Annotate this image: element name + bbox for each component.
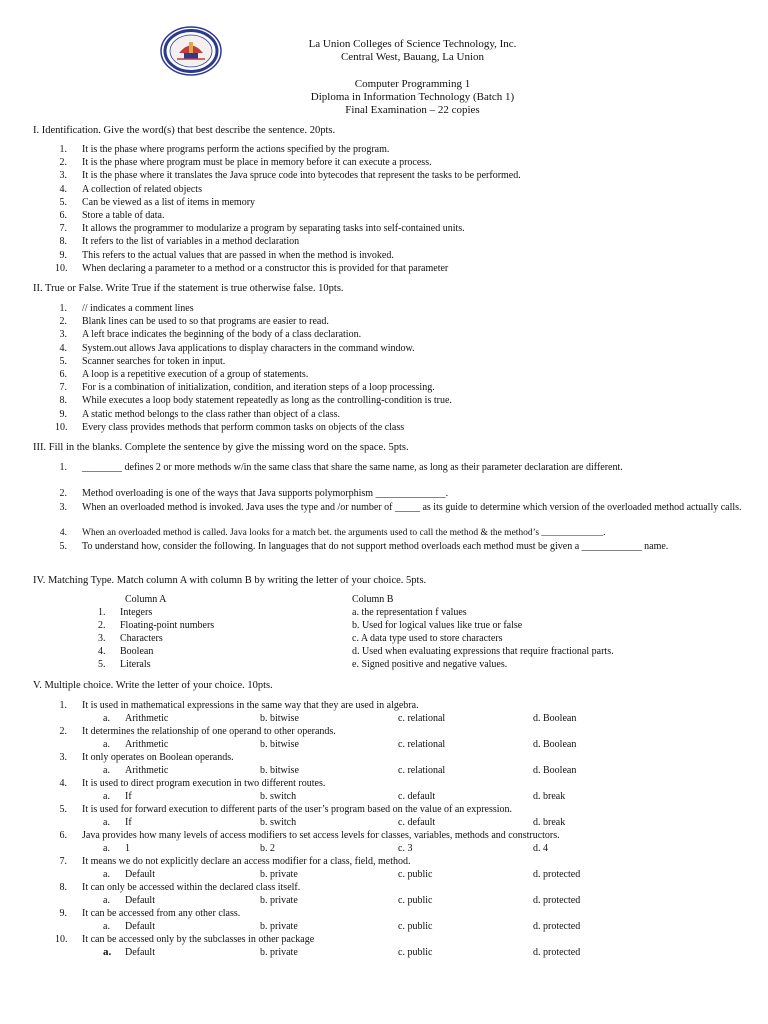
mc-question: 8. It can only be accessed within the declared class itself. [59,882,301,893]
list-item: 4. System.out allows Java applications to display characters in the command window. [59,342,415,354]
mc-option-d: d. protected [533,947,581,958]
mc-option-a: a. If [103,817,132,828]
list-item: d. Used when evaluating expressions that require fractional parts. [352,646,614,657]
mc-option-b: b. private [260,947,298,958]
column-a-header: Column A [125,594,167,605]
list-item: 1. // indicates a comment lines [59,303,194,314]
mc-option-a: a. Default [103,921,155,932]
mc-option-b: b. switch [260,817,297,828]
list-item: 5. To understand how, consider the following. In languages that do not support method overloads each method must be given a ____________ name. [59,541,669,553]
list-item: 4. A collection of related objects [59,183,202,195]
mc-option-a: a. Default [103,895,155,906]
mc-options [55,790,566,803]
mc-question: 2. It determines the relationship of one operand to other operands. [59,726,336,737]
mc-question: 6. Java provides how many levels of access modifiers to set access levels for classes, variables, methods and constructors. [59,830,560,841]
list-item: 9. This refers to the actual values that are passed in when the method is invoked. [59,249,394,261]
part5-list [55,699,581,959]
mc-option-d: d. 4 [533,843,548,854]
mc-option-b: b. private [260,869,298,880]
list-item: b. Used for logical values like true or false [352,620,523,631]
mc-option-a: a. If [103,791,132,802]
list-item: 5. Can be viewed as a list of items in memory [59,196,256,208]
school-address: Central West, Bauang, La Union [340,51,485,63]
list-item: 1. Integers [98,607,153,618]
mc-option-c: c. public [398,869,433,880]
column-a-list [98,606,214,671]
mc-options [55,712,577,725]
list-item: 4. When an overloaded method is called. Java looks for a match bet. the arguments used to call the method & the method’s _____________. [59,527,606,538]
mc-option-a: a. Default [103,946,155,958]
list-item: 3. A left brace indicates the beginning of the body of a class declaration. [59,329,362,341]
list-item: 1. It is the phase where programs perform the actions specified by the program. [59,144,390,155]
mc-option-c: c. default [398,817,436,828]
list-item: c. A data type used to store characters [352,633,503,644]
list-item: 7. It allows the programmer to modularize a program by separating tasks into self-contained units. [59,223,465,235]
mc-option-b: b. bitwise [260,713,299,724]
mc-question: 9. It can be accessed from any other class. [59,908,241,919]
mc-option-c: c. public [398,895,433,906]
list-item: 6. A loop is a repetitive execution of a group of statements. [59,368,309,380]
mc-option-b: b. private [260,895,298,906]
mc-options [55,764,577,777]
mc-question: 7. It means we do not explicitly declare an access modifier for a class, field, method. [59,856,411,867]
list-item: 5. Literals [98,659,151,670]
mc-option-d: d. Boolean [533,765,577,776]
part1-title: I. Identification. Give the word(s) that best describe the sentence. 20pts. [33,125,336,136]
mc-options [55,946,581,959]
column-b-header: Column B [352,594,394,605]
list-item: 5. Scanner searches for token in input. [59,355,226,367]
list-item: 3. Characters [98,633,163,644]
column-b-list [352,606,614,671]
part3-list [55,461,742,567]
list-item: 7. For is a combination of initialization, condition, and iteration steps of a loop processing. [59,382,435,394]
mc-option-c: c. public [398,947,433,958]
mc-options [55,868,581,881]
part1-list [55,143,521,275]
exam-title: Final Examination – 22 copies [345,104,480,116]
mc-question: 4. It is used to direct program execution in two different routes. [59,778,326,789]
mc-option-b: b. bitwise [260,765,299,776]
mc-options [55,738,577,751]
program-title: Diploma in Information Technology (Batch 1) [310,91,515,103]
list-item: 10. Every class provides methods that perform common tasks on objects of the class [55,421,405,433]
list-item: 2. Blank lines can be used to so that programs are easier to read. [59,316,329,328]
mc-question: 10. It can be accessed only by the subclasses in other package [55,934,315,945]
mc-options [55,842,560,855]
part4-title: IV. Matching Type. Match column A with column B by writing the letter of your choice. 5pts. [33,575,427,586]
list-item: e. Signed positive and negative values. [352,659,508,670]
mc-option-d: d. Boolean [533,713,577,724]
mc-option-a: a. Arithmetic [103,739,169,750]
list-item: 8. It refers to the list of variables in a method declaration [59,236,300,248]
mc-options [55,894,581,907]
list-item: 6. Store a table of data. [59,209,165,221]
part5-title: V. Multiple choice. Write the letter of your choice. 10pts. [33,680,273,691]
mc-option-c: c. relational [398,713,446,724]
mc-options [55,816,566,829]
mc-option-d: d. Boolean [533,739,577,750]
mc-option-a: a. Default [103,869,155,880]
mc-option-c: c. 3 [398,843,413,854]
mc-option-d: d. protected [533,895,581,906]
list-item: a. the representation f values [352,607,467,618]
mc-option-d: d. protected [533,921,581,932]
mc-option-b: b. private [260,921,298,932]
list-item: 8. While executes a loop body statement repeatedly as long as the controlling-condition is true. [59,395,452,407]
mc-question: 3. It only operates on Boolean operands. [59,752,234,763]
list-item: 3. When an overloaded method is invoked. Java uses the type and /or number of _____ as its guide to determine which version of the overloaded method actually calls. [59,501,742,513]
list-item: 2. Floating-point numbers [98,620,215,631]
list-item: 2. It is the phase where program must be place in memory before it can execute a process. [59,157,432,169]
list-item: 1. ________ defines 2 or more methods w/in the same class that share the same name, as long as their parameter declaration are different. [59,462,623,473]
mc-option-c: c. default [398,791,436,802]
mc-option-b: b. switch [260,791,297,802]
mc-option-c: c. public [398,921,433,932]
mc-option-b: b. 2 [260,843,275,854]
list-item: 4. Boolean [98,646,154,657]
mc-option-a: a. Arithmetic [103,765,169,776]
mc-option-a: a. 1 [103,843,130,854]
part2-list [55,302,452,434]
school-name: La Union Colleges of Science Technology, Inc. [308,38,517,50]
mc-option-c: c. relational [398,765,446,776]
part2-title: II. True or False. Write True if the statement is true otherwise false. 10pts. [33,283,344,294]
part3-title: III. Fill in the blanks. Complete the sentence by give the missing word on the space. 5pts. [33,442,409,453]
mc-option-d: d. break [533,791,566,802]
mc-question: 1. It is used in mathematical expressions in the same way that they are used in algebra. [59,700,419,711]
list-item: 3. It is the phase where it translates the Java spruce code into bytecodes that represent the tasks to be performed. [59,170,521,182]
mc-question: 5. It is used for forward execution to different parts of the user’s program based on the value of an expression. [59,804,513,815]
mc-option-c: c. relational [398,739,446,750]
list-item: 9. A static method belongs to the class rather than object of a class. [59,408,340,420]
course-title: Computer Programming 1 [354,78,471,90]
mc-option-d: d. protected [533,869,581,880]
mc-option-a: a. Arithmetic [103,713,169,724]
mc-option-d: d. break [533,817,566,828]
mc-options [55,920,581,933]
mc-option-b: b. bitwise [260,739,299,750]
list-item: 2. Method overloading is one of the ways that Java supports polymorphism ______________. [59,488,449,500]
list-item: 10. When declaring a parameter to a method or a constructor this is provided for that parameter [55,262,449,274]
